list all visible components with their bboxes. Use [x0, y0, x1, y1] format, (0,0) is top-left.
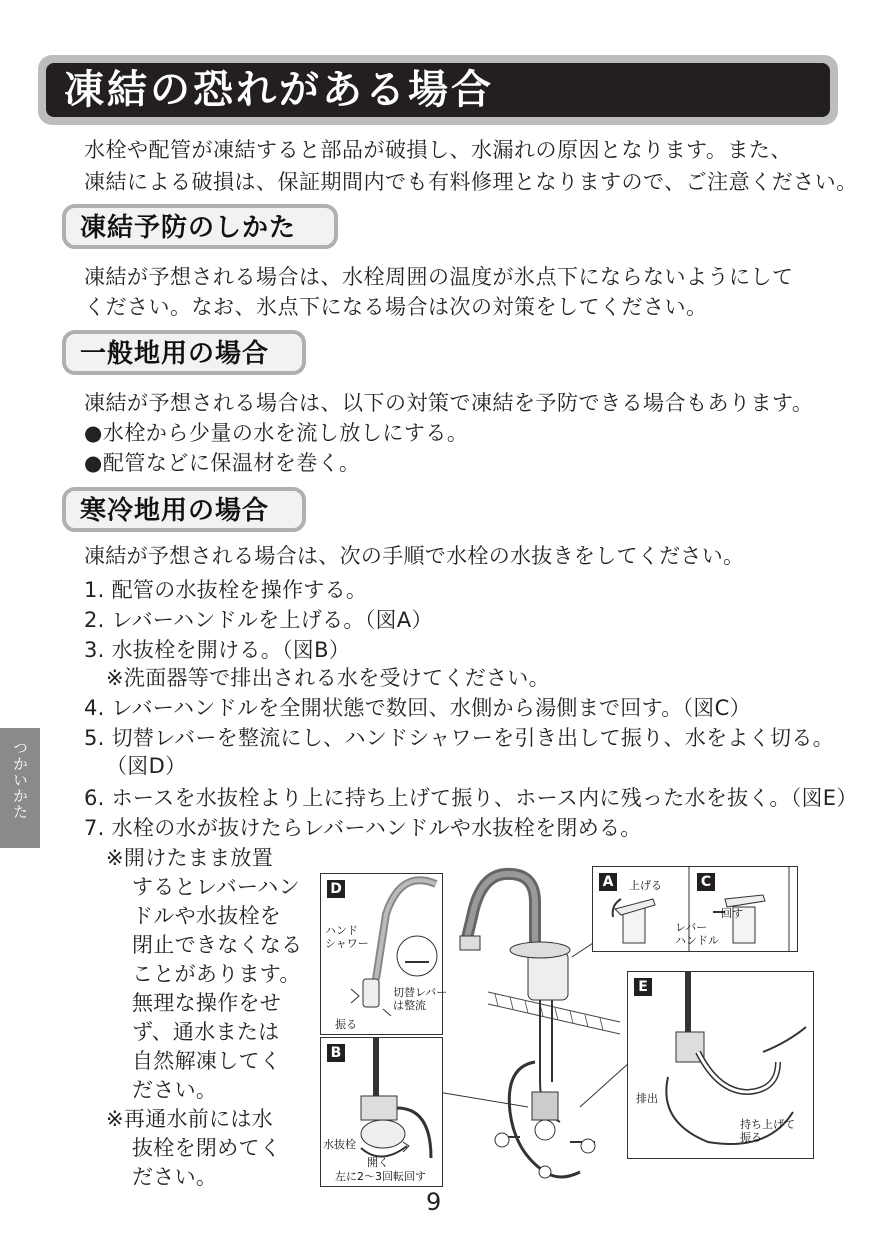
label-hand-shower: ハンド シャワー: [325, 924, 369, 950]
label-shake: 振る: [335, 1018, 357, 1031]
intro-line-1: 水栓や配管が凍結すると部品が破損し、水漏れの原因となります。また、: [84, 138, 792, 162]
figure-b-badge: B: [327, 1044, 345, 1062]
general-bullet-1: ●水栓から少量の水を流し放しにする。: [84, 421, 469, 445]
figure-d-badge: D: [327, 880, 345, 898]
title-inner: [46, 63, 830, 117]
cold-heading-box: [62, 487, 306, 532]
general-heading-box: [62, 330, 306, 375]
title-bar: [38, 55, 838, 125]
label-raise: 上げる: [629, 879, 662, 892]
figure-ac: [592, 866, 798, 952]
step-6: 6. ホースを水抜栓より上に持ち上げて振り、ホース内に残った水を抜く。（図E）: [84, 786, 858, 810]
page-number: 9: [426, 1188, 442, 1216]
figure-c-badge: C: [697, 873, 715, 891]
step-4: 4. レバーハンドルを全開状態で数回、水側から湯側まで回す。（図C）: [84, 696, 751, 720]
note-line: 無理な操作をせ: [132, 991, 282, 1015]
side-tab: [0, 728, 40, 848]
label-turn-left: 左に2〜3回転回す: [335, 1170, 426, 1183]
step-5-cont: （図D）: [106, 754, 187, 778]
general-heading: 一般地用の場合: [80, 339, 270, 369]
label-drain-valve: 水抜栓: [323, 1138, 356, 1151]
figure-e: [627, 971, 814, 1159]
note-line: ※再通水前には水: [106, 1107, 273, 1131]
figure-e-badge: E: [634, 978, 652, 996]
figure-b: [320, 1037, 443, 1187]
step-3-note: ※洗面器等で排出される水を受けてください。: [106, 666, 550, 690]
step-3: 3. 水抜栓を開ける。（図B）: [84, 638, 351, 662]
label-lift-shake: 持ち上げて 振る: [740, 1118, 795, 1144]
step-7: 7. 水栓の水が抜けたらレバーハンドルや水抜栓を閉める。: [84, 816, 642, 840]
step-2: 2. レバーハンドルを上げる。（図A）: [84, 608, 433, 632]
note-line: するとレバーハン: [132, 875, 300, 899]
step-1: 1. 配管の水抜栓を操作する。: [84, 578, 368, 602]
note-line: 閉止できなくなる: [132, 933, 303, 957]
page-title: 凍結の恐れがある場合: [64, 67, 494, 113]
prevention-line-2: ください。なお、氷点下になる場合は次の対策をしてください。: [84, 295, 708, 319]
note-line: ドルや水抜栓を: [132, 904, 282, 928]
label-discharge: 排出: [636, 1092, 658, 1105]
prevention-line-1: 凍結が予想される場合は、水栓周囲の温度が氷点下にならないようにして: [84, 265, 794, 289]
note-line: ださい。: [132, 1165, 218, 1189]
cold-heading: 寒冷地用の場合: [80, 496, 270, 526]
general-line-1: 凍結が予想される場合は、以下の対策で凍結を予防できる場合もあります。: [84, 391, 814, 415]
label-turn: 回す: [721, 907, 743, 920]
note-line: ことがあります。: [132, 962, 301, 986]
intro-line-2: 凍結による破損は、保証期間内でも有料修理となりますので、ご注意ください。: [84, 170, 858, 194]
figure-d: [320, 873, 448, 1035]
side-tab-label: つかいかた: [11, 740, 29, 820]
step-5: 5. 切替レバーを整流にし、ハンドシャワーを引き出して振り、水をよく切る。: [84, 726, 834, 750]
label-switch-lever: 切替レバー は整流: [393, 986, 448, 1012]
note-line: ※開けたまま放置: [106, 846, 273, 870]
note-line: 自然解凍してく: [132, 1049, 282, 1073]
figure-a-badge: A: [599, 873, 617, 891]
general-bullet-2: ●配管などに保温材を巻く。: [84, 451, 361, 475]
prevention-heading-box: [62, 204, 338, 249]
note-line: 抜栓を閉めてく: [132, 1136, 282, 1160]
note-line: ず、通水または: [132, 1020, 280, 1044]
cold-line-intro: 凍結が予想される場合は、次の手順で水栓の水抜きをしてください。: [84, 544, 745, 568]
label-lever-handle: レバー ハンドル: [675, 921, 719, 947]
note-line: ださい。: [132, 1078, 218, 1102]
prevention-heading: 凍結予防のしかた: [80, 213, 297, 243]
label-open: 開く: [367, 1156, 389, 1169]
